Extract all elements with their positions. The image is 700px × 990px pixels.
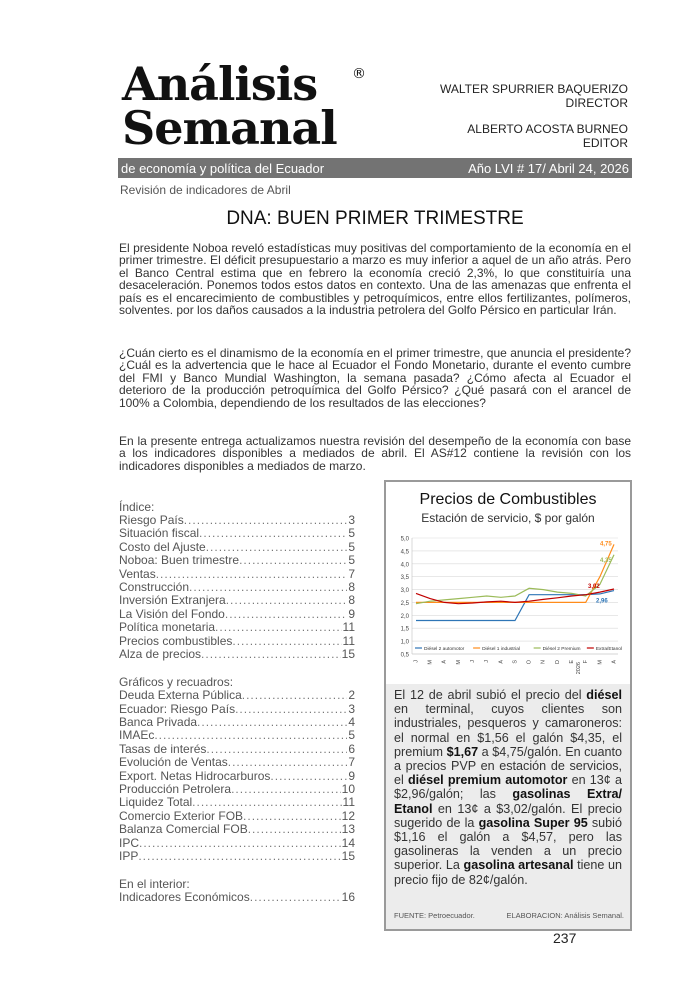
- index-entry: [119, 796, 355, 809]
- fuel-prices-box: [384, 480, 632, 931]
- x-tick-label: A: [611, 660, 618, 664]
- interior-heading: En el interior:: [119, 877, 190, 892]
- x-tick-label: M: [455, 660, 462, 665]
- index-entry-page: 3: [348, 514, 355, 527]
- index-entry-label: Ecuador: Riesgo País: [119, 702, 236, 716]
- index-entry-label: IMAEc: [119, 729, 155, 743]
- x-tick-label: M: [597, 660, 604, 665]
- x-tick-label: J: [484, 660, 491, 663]
- dot-leader: [206, 743, 347, 756]
- data-label: 3,02: [588, 584, 600, 591]
- x-tick-label: J: [470, 660, 477, 663]
- index-entry-label: Precios combustibles: [119, 634, 233, 648]
- index-entry-page: 5: [348, 554, 355, 568]
- tagline: de economía y política del Ecuador: [121, 160, 325, 176]
- index-entry: [119, 594, 355, 607]
- dot-leader: [138, 850, 340, 863]
- y-tick-label: 0,5: [400, 652, 409, 659]
- intro-paragraph-1: El presidente Noboa reveló estadísticas muy positivas del comportamiento de la economía en el primer trimestre. El déficit presupuestario a marzo es muy inferior a aquel de un año atrás. Pero el Banco Central estima que en febrero la economía creció 2,3%, lo que constituiría una desaceleración. Ponemos todos estos datos en contexto. Una de las amenazas que enfrenta el país es el encarecimiento de combustibles y petroquímicos, entre ellos fertilizantes, polímeros, solventes. por los daños causados a la industria petrolera del Golfo Pérsico en particular Irán.: [119, 241, 631, 318]
- index-entry-page: 8: [348, 594, 355, 608]
- elaboration-note: ELABORACION: Análisis Semanal.: [506, 911, 624, 920]
- index-entry: [119, 554, 355, 567]
- table-of-contents: [119, 500, 355, 905]
- y-tick-label: 1,5: [400, 626, 409, 633]
- index-entry: [119, 716, 355, 729]
- index-entry: [119, 743, 355, 756]
- index-entry: [119, 689, 355, 702]
- index-entry-page: 7: [348, 567, 355, 581]
- x-tick-label: A: [441, 660, 448, 664]
- issue-info: Año LVI # 17/ Abril 24, 2026: [468, 160, 629, 176]
- chart-panel: [386, 482, 630, 684]
- dot-leader: [197, 716, 347, 729]
- index-entry: [119, 850, 355, 863]
- index-entry-page: 15: [341, 849, 355, 863]
- dot-leader: [201, 648, 341, 661]
- index-entry-label: IPC: [119, 836, 140, 850]
- index-entry-label: Costo del Ajuste: [119, 540, 206, 554]
- index-entry: [119, 703, 355, 716]
- x-tick-label: N: [540, 660, 547, 664]
- dot-leader: [184, 514, 348, 527]
- y-tick-label: 4,0: [400, 562, 409, 569]
- dot-leader: [139, 837, 341, 850]
- index-entry-page: 11: [342, 796, 355, 810]
- fuel-price-chart: [390, 532, 626, 682]
- index-entry: [119, 608, 355, 621]
- x-tick-label: O: [526, 660, 533, 665]
- intro-paragraph-3: En la presente entrega actualizamos nuestra revisión del desempeño de la economía con base a los indicadores disponibles a mediados de abril. El AS#12 contiene la revisión con los indicadores disponibles a mediados de marzo.: [119, 434, 631, 473]
- index-entry: [119, 621, 355, 634]
- legend-label: Diésel 2 automotor: [424, 646, 465, 652]
- index-entry: [119, 648, 355, 661]
- index-entry-label: La Visión del Fondo: [119, 607, 225, 621]
- dot-leader: [235, 703, 347, 716]
- index-entry: [119, 729, 355, 742]
- index-entry-page: 11: [342, 621, 355, 635]
- x-tick-label: F: [583, 660, 590, 664]
- director-role: DIRECTOR: [565, 96, 628, 110]
- legend-label: Diésel 2 Premium: [542, 646, 581, 652]
- index-entry-page: 14: [341, 836, 355, 850]
- y-tick-label: 1,0: [400, 639, 409, 646]
- index-entry-page: 7: [348, 756, 355, 770]
- director-name: WALTER SPURRIER BAQUERIZO: [439, 82, 628, 96]
- page-number: 237: [553, 930, 577, 946]
- y-tick-label: 2,5: [400, 600, 409, 607]
- logo-line-1: Análisis: [122, 57, 318, 111]
- index-entry-label: Indicadores Económicos: [119, 891, 250, 905]
- index-entry-label: Banca Privada: [119, 716, 198, 730]
- index-entry-label: Riesgo País: [119, 514, 184, 527]
- index-entry: [119, 541, 355, 554]
- fuel-box-text: El 12 de abril subió el precio del diésel en terminal, cuyos clientes son industriales, pesqueros y camaroneros: el normal en $1,56 el galón $4,35, el premium $1,67 a $4,75/galón. En cuanto a precios PVP en estación de servicios, el diésel premium automotor en 13¢ a $2,96/galón; las gasolinas Extra/ Etanol en 13¢ a $3,02/galón. El precio sugerido de la gasolina Super 95 subió $1,16 el galón a $4,57, pero las gasolineras la venden a un precio superior. La gasolina artesanal tiene un precio fijo de 82¢/galón.: [394, 688, 622, 887]
- index-entry-page: 11: [342, 634, 355, 648]
- x-tick-label: E: [569, 660, 576, 664]
- dot-leader: [226, 594, 348, 607]
- y-tick-label: 3,5: [400, 575, 409, 582]
- index-entry: [119, 783, 355, 796]
- intro-paragraph-2: ¿Cuán cierto es el dinamismo de la economía en el primer trimestre, que anuncia el presidente? ¿Cuál es la advertencia que le hace al Ecuador el Fondo Monetario, durante el evento cumbre del FMI y Banco Mundial Washington, la semana pasada? ¿Cómo afecta al Ecuador el deterioro de la producción petroquímica del Golfo Pérsico? ¿Qué pasará con el arancel de 100% a Colombia, dependiendo de los resultados de las elecciones?: [119, 346, 631, 410]
- index-entry-label: Ventas: [119, 567, 156, 581]
- index-entry-label: Producción Petrolera: [119, 783, 232, 797]
- dot-leader: [228, 756, 348, 769]
- index-entry-page: 15: [341, 647, 355, 661]
- dot-leader: [156, 568, 348, 581]
- index-entry: [119, 568, 355, 581]
- dot-leader: [215, 621, 341, 634]
- dot-leader: [192, 796, 341, 809]
- y-tick-label: 4,5: [400, 549, 409, 556]
- index-entry-page: 8: [348, 580, 355, 594]
- index-entry-label: Construcción: [119, 580, 190, 594]
- index-entry-label: Deuda Externa Pública: [119, 689, 242, 703]
- logo-line-2: Semanal: [122, 101, 337, 155]
- index-entry-page: 13: [341, 823, 355, 837]
- dot-leader: [189, 581, 347, 594]
- editor-role: EDITOR: [582, 136, 628, 150]
- data-label: 4,35: [600, 557, 612, 564]
- x-tick-label: D: [554, 660, 561, 664]
- index-entry-page: 4: [348, 716, 355, 730]
- dot-leader: [225, 608, 347, 621]
- index-entry-label: Alza de precios: [119, 647, 202, 661]
- index-entry-label: Situación fiscal: [119, 527, 200, 541]
- index-entry-label: Balanza Comercial FOB: [119, 823, 248, 837]
- dot-leader: [243, 810, 341, 823]
- index-entry-label: Export. Netas Hidrocarburos: [119, 769, 271, 783]
- index-entry: [119, 756, 355, 769]
- year-marker: 2026: [576, 662, 583, 675]
- index-entry: [119, 527, 355, 540]
- index-entry-page: 5: [348, 540, 355, 554]
- dot-leader: [250, 891, 341, 904]
- y-tick-label: 5,0: [400, 536, 409, 543]
- legend-label: Diésel 1 industrial: [482, 646, 520, 652]
- masthead-band: [118, 158, 632, 178]
- index-entry: [119, 810, 355, 823]
- x-tick-label: S: [512, 660, 519, 664]
- chart-subtitle: Estación de servicio, $ por galón: [421, 511, 595, 525]
- index-entry-label: Evolución de Ventas: [119, 756, 228, 770]
- index-entry-label: Noboa: Buen trimestre: [119, 554, 240, 568]
- index-entry-page: 9: [348, 607, 355, 621]
- index-entry-page: 10: [341, 783, 355, 797]
- index-entry: [119, 823, 355, 836]
- staff-credits: [440, 82, 628, 150]
- index-entry-label: Inversión Extranjera: [119, 594, 226, 608]
- legend-label: Extra/Etanol: [595, 646, 622, 652]
- index-entry: [119, 770, 355, 783]
- index-entry: [119, 891, 355, 904]
- index-entry-page: 5: [348, 527, 355, 541]
- index-entry-label: Liquidez Total: [119, 796, 193, 810]
- index-entry-page: 12: [341, 809, 355, 823]
- index-entry-page: 2: [348, 689, 355, 703]
- index-entry-label: Tasas de interés: [119, 742, 207, 756]
- x-tick-label: M: [427, 660, 434, 665]
- index-entry: [119, 635, 355, 648]
- index-entry-label: IPP: [119, 849, 139, 863]
- dot-leader: [239, 554, 347, 567]
- dot-leader: [232, 635, 341, 648]
- x-tick-label: A: [498, 660, 505, 664]
- dot-leader: [206, 541, 348, 554]
- index-entry: [119, 514, 355, 527]
- dot-leader: [242, 689, 348, 702]
- y-tick-label: 3,0: [400, 588, 409, 595]
- series-line: [416, 555, 614, 604]
- dot-leader: [248, 823, 341, 836]
- publication-logo: [122, 57, 372, 155]
- index-entry-page: 3: [348, 702, 355, 716]
- data-label: 2,96: [596, 598, 608, 605]
- dot-leader: [231, 783, 341, 796]
- article-headline: DNA: BUEN PRIMER TRIMESTRE: [226, 208, 524, 229]
- index-heading: Índice:: [119, 500, 155, 514]
- editor-name: ALBERTO ACOSTA BURNEO: [467, 122, 628, 136]
- index-entry-label: Política monetaria: [119, 621, 216, 635]
- graphs-heading: Gráficos y recuadros:: [119, 675, 234, 690]
- source-note: FUENTE: Petroecuador.: [394, 911, 475, 920]
- registered-mark: ®: [352, 66, 366, 82]
- y-tick-label: 2,0: [400, 613, 409, 620]
- index-entry-page: 9: [348, 769, 355, 783]
- chart-title: Precios de Combustibles: [419, 491, 597, 508]
- index-entry-page: 5: [348, 729, 355, 743]
- dot-leader: [154, 729, 347, 742]
- x-tick-label: J: [413, 660, 420, 663]
- box-footer: [394, 911, 624, 920]
- dot-leader: [270, 770, 347, 783]
- index-entry: [119, 581, 355, 594]
- index-entry-page: 6: [348, 742, 355, 756]
- series-line: [416, 544, 614, 602]
- index-entry-label: Comercio Exterior FOB: [119, 809, 244, 823]
- index-entry-page: 16: [341, 891, 355, 905]
- data-label: 4,75: [600, 541, 612, 548]
- dot-leader: [199, 527, 347, 540]
- index-entry: [119, 837, 355, 850]
- section-subtitle: Revisión de indicadores de Abril: [120, 183, 291, 197]
